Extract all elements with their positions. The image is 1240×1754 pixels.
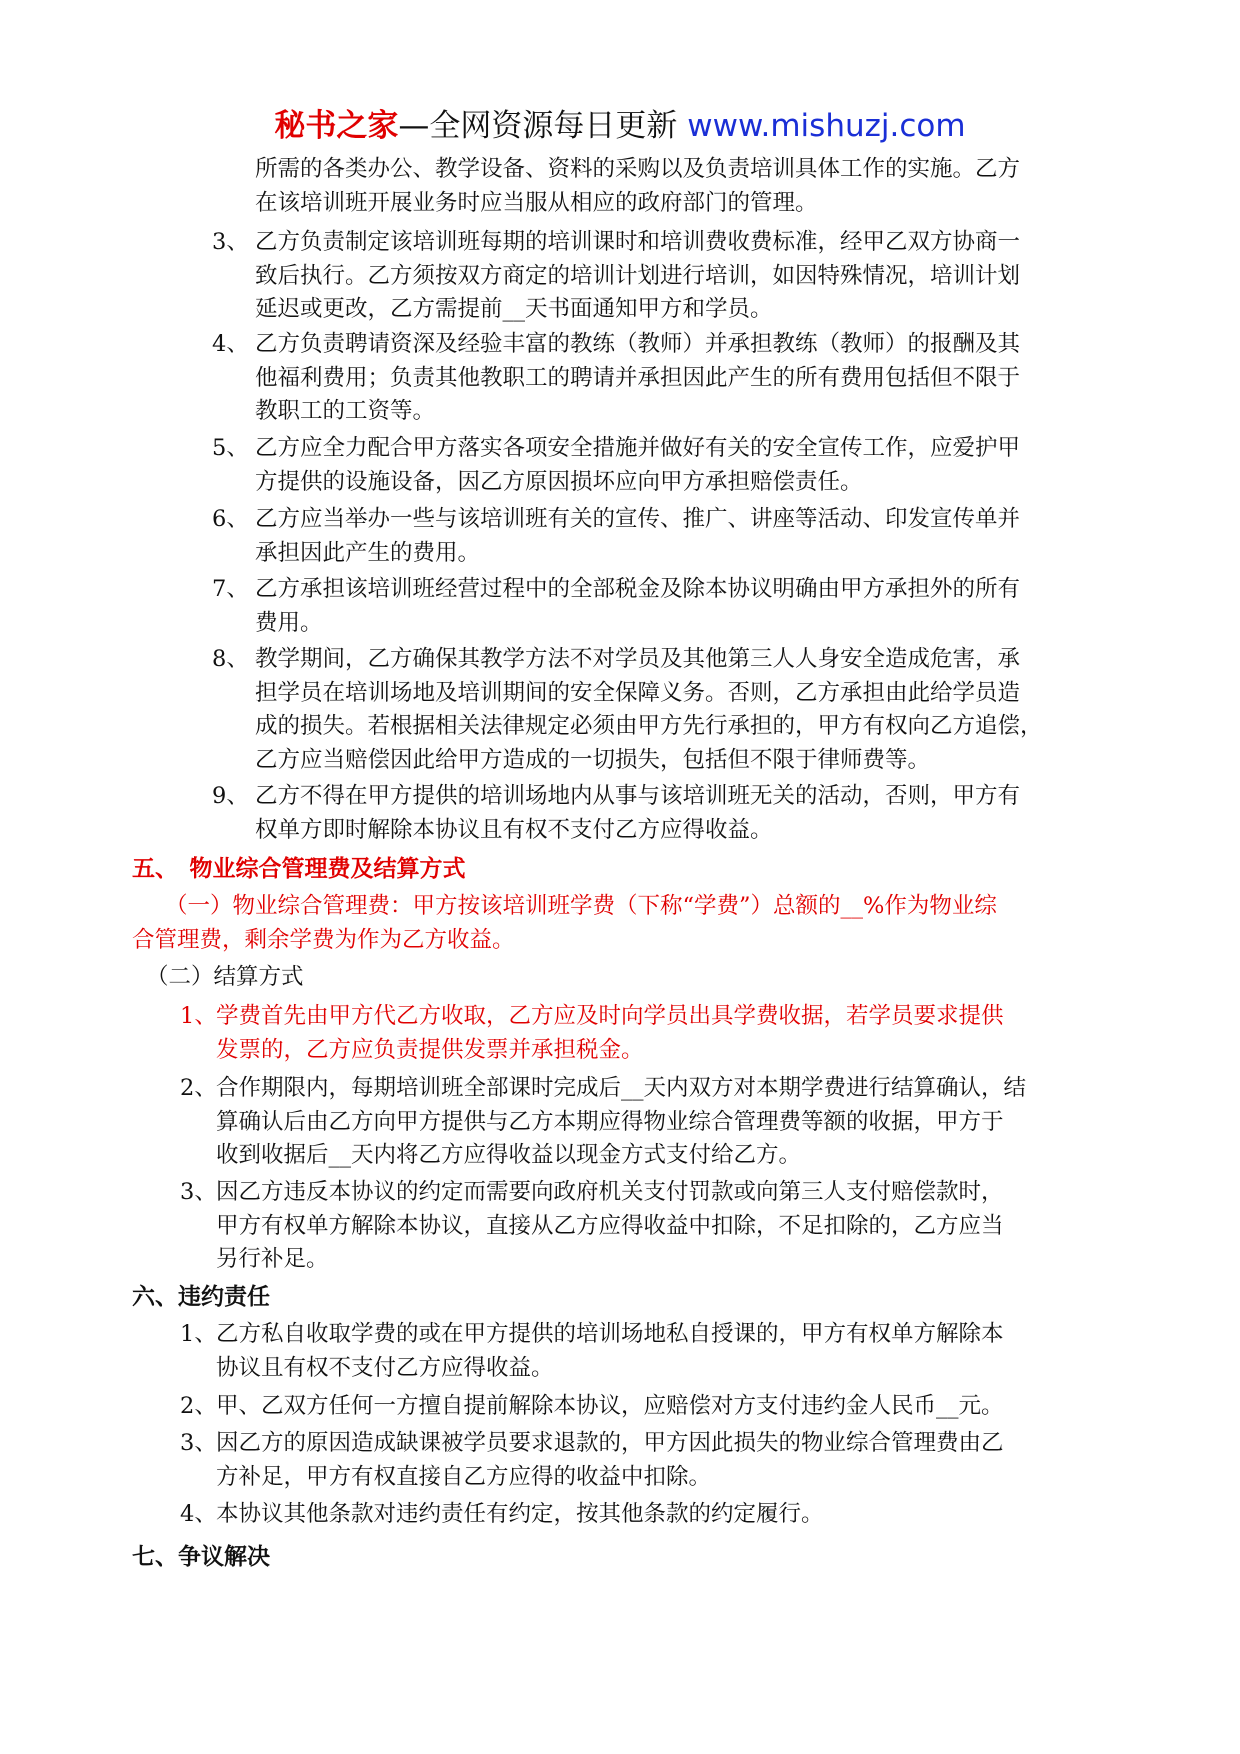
item-number: 5、: [212, 435, 249, 461]
text-line: 致后执行。乙方须按双方商定的培训计划进行培训，如因特殊情况，培训计划: [255, 262, 1021, 289]
text-line: 成的损失。若根据相关法律规定必须由甲方先行承担的，甲方有权向乙方追偿，: [255, 713, 1043, 739]
text-line: 乙方应全力配合甲方落实各项安全措施并做好有关的安全宣传工作，应爱护甲: [255, 435, 1021, 461]
text-line: 方补足，甲方有权直接自乙方应得的收益中扣除。: [216, 1463, 712, 1490]
text-line: 乙方应当赔偿因此给甲方造成的一切损失，包括但不限于律师费等。: [255, 746, 931, 773]
text-line: 他福利费用；负责其他教职工的聘请并承担因此产生的所有费用包括但不限于: [255, 364, 1021, 391]
text-line: 权单方即时解除本协议且有权不支付乙方应得收益。: [255, 816, 773, 843]
text-line: 本协议其他条款对违约责任有约定，按其他条款的约定履行。: [216, 1501, 824, 1527]
item-number: 3、: [180, 1179, 217, 1205]
text-line: 另行补足。: [216, 1246, 329, 1272]
item-number: 7、: [212, 576, 249, 602]
section-heading: 六、违约责任: [132, 1284, 270, 1310]
text-line: 乙方应当举办一些与该培训班有关的宣传、推广、讲座等活动、印发宣传单并: [255, 506, 1021, 532]
section-heading: 七、争议解决: [132, 1544, 270, 1570]
text-line: （一）物业综合管理费：甲方按该培训班学费（下称“学费”）总额的__%作为物业综: [165, 893, 997, 919]
item-number: 3、: [212, 229, 249, 255]
item-number: 9、: [212, 783, 249, 809]
text-line: 方提供的设施设备，因乙方原因损坏应向甲方承担赔偿责任。: [255, 468, 863, 495]
continued-paragraph: [255, 153, 1020, 220]
text-line: 所需的各类办公、教学设备、资料的采购以及负责培训具体工作的实施。乙方: [255, 156, 1021, 182]
text-line: 收到收据后__天内将乙方应得收益以现金方式支付给乙方。: [216, 1142, 802, 1168]
site-url-link[interactable]: www.mishuzj.com: [687, 108, 966, 144]
item-number: 4、: [180, 1501, 217, 1527]
text-line: 甲方有权单方解除本协议，直接从乙方应得收益中扣除，不足扣除的，乙方应当: [216, 1212, 1004, 1239]
text-line: 学费首先由甲方代乙方收取，乙方应及时向学员出具学费收据，若学员要求提供: [216, 1003, 1004, 1029]
item-number: 1、: [180, 1003, 217, 1029]
text-line: 延迟或更改，乙方需提前__天书面通知甲方和学员。: [255, 296, 773, 322]
item-number: 4、: [212, 331, 249, 357]
text-line: 因乙方的原因造成缺课被学员要求退款的，甲方因此损失的物业综合管理费由乙: [216, 1430, 1004, 1456]
subsection-title: （二）结算方式: [146, 964, 304, 990]
text-line: 担学员在培训场地及培训期间的安全保障义务。否则，乙方承担由此给学员造: [255, 679, 1021, 706]
fee-paragraph: [132, 890, 997, 957]
header-slogan: —全网资源每日更新: [398, 108, 688, 144]
text-line: 教学期间，乙方确保其教学方法不对学员及其他第三人人身安全造成危害，承: [255, 646, 1021, 672]
text-line: 因乙方违反本协议的约定而需要向政府机关支付罚款或向第三人支付赔偿款时，: [216, 1179, 1004, 1205]
item-number: 1、: [180, 1321, 217, 1347]
text-line: 协议且有权不支付乙方应得收益。: [216, 1354, 554, 1381]
text-line: 合作期限内，每期培训班全部课时完成后__天内双方对本期学费进行结算确认，结: [216, 1075, 1027, 1101]
text-line: 算确认后由乙方向甲方提供与乙方本期应得物业综合管理费等额的收据，甲方于: [216, 1108, 1004, 1135]
text-line: 乙方负责制定该培训班每期的培训课时和培训费收费标准，经甲乙双方协商一: [255, 229, 1021, 255]
text-line: 甲、乙双方任何一方擅自提前解除本协议，应赔偿对方支付违约金人民币__元。: [216, 1393, 1004, 1419]
text-line: 乙方私自收取学费的或在甲方提供的培训场地私自授课的，甲方有权单方解除本: [216, 1321, 1004, 1347]
item-number: 6、: [212, 506, 249, 532]
text-line: 费用。: [255, 609, 323, 636]
text-line: 乙方承担该培训班经营过程中的全部税金及除本协议明确由甲方承担外的所有: [255, 576, 1021, 602]
item-number: 8、: [212, 646, 249, 672]
text-line: 发票的，乙方应负责提供发票并承担税金。: [216, 1036, 644, 1063]
item-number: 2、: [180, 1393, 217, 1419]
text-line: 在该培训班开展业务时应当服从相应的政府部门的管理。: [255, 189, 818, 216]
text-line: 合管理费，剩余学费为作为乙方收益。: [132, 926, 515, 953]
item-number: 2、: [180, 1075, 217, 1101]
text-line: 教职工的工资等。: [255, 398, 436, 424]
brand-name: 秘书之家: [274, 108, 399, 144]
text-line: 承担因此产生的费用。: [255, 539, 481, 566]
site-header: [0, 104, 1240, 148]
text-line: 乙方负责聘请资深及经验丰富的教练（教师）并承担教练（教师）的报酬及其: [255, 331, 1021, 357]
section-heading: 五、 物业综合管理费及结算方式: [132, 856, 466, 882]
text-line: 乙方不得在甲方提供的培训场地内从事与该培训班无关的活动，否则，甲方有: [255, 783, 1021, 809]
item-number: 3、: [180, 1430, 217, 1456]
